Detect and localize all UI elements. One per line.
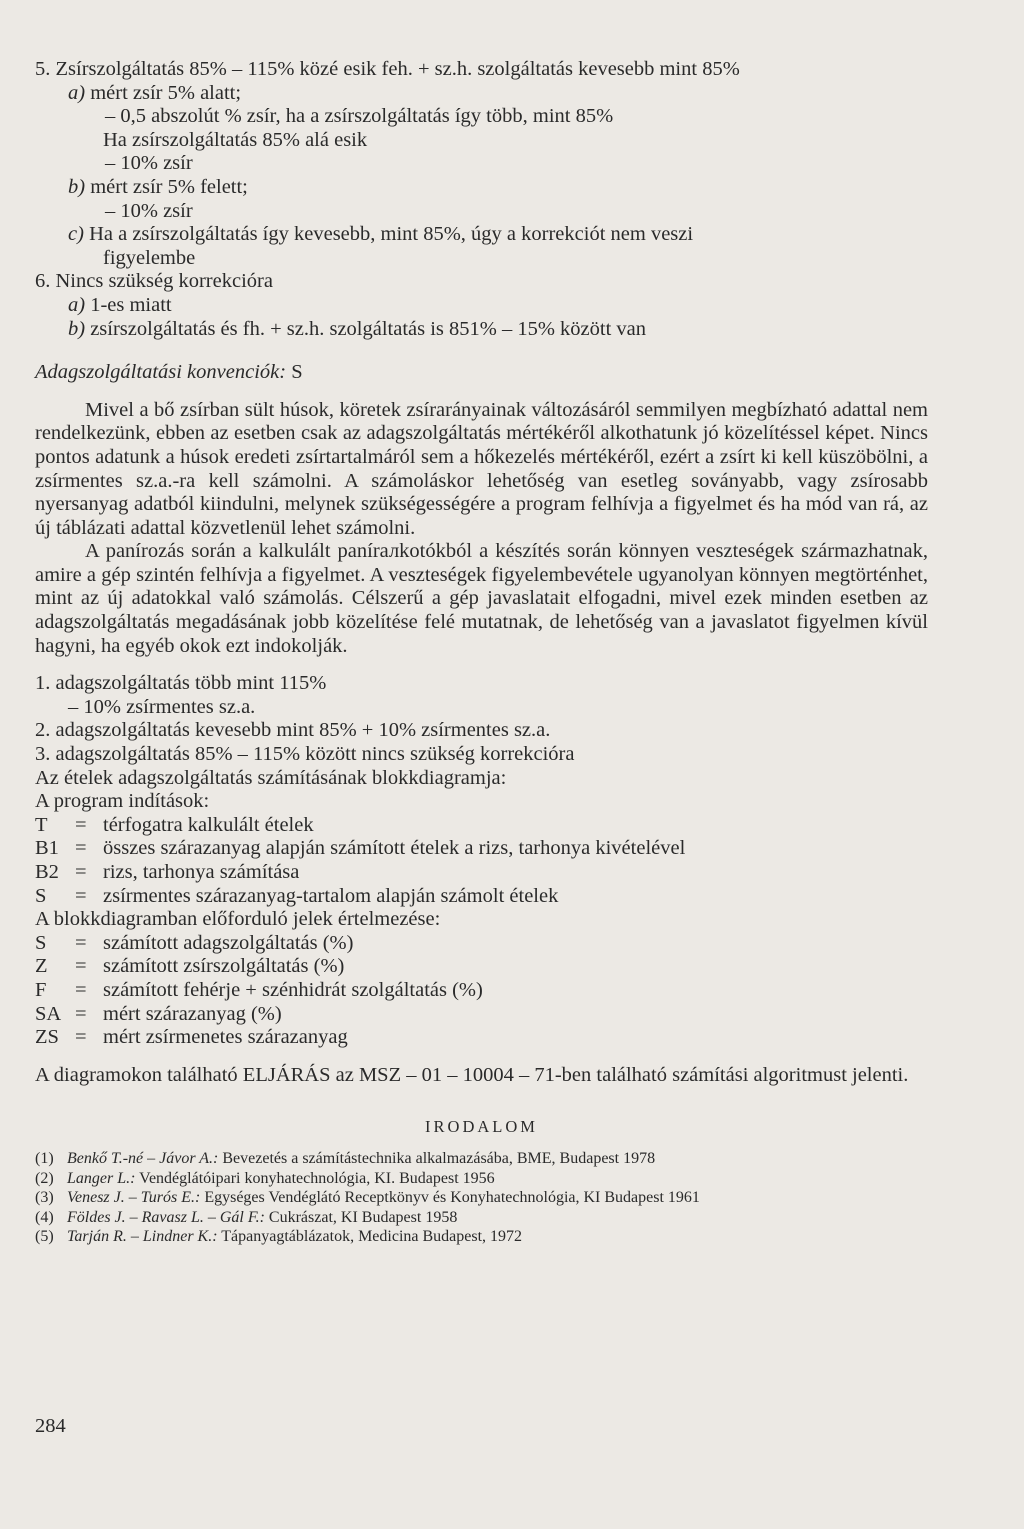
item-5c-text: Ha a zsírszolgáltatás így kevesebb, mint 85%, úgy a korrekciót nem veszi [83, 223, 694, 246]
label-a: a) [68, 81, 86, 104]
reference-author: Langer L.: [67, 1169, 136, 1187]
rule-3: 3. adagszolgáltatás 85% – 115% között nincs szükség korrekcióra [35, 743, 575, 766]
item-6: 6. Nincs szükség korrekcióra [35, 270, 273, 293]
start-value: rizs, tarhonya számítása [103, 861, 300, 883]
closing-paragraph: A diagramokon található ELJÁRÁS az MSZ – 01 – 10004 – 71-ben található számítási algoritmust jelenti. [35, 1063, 909, 1086]
rule-1: 1. adagszolgáltatás több mint 115% [35, 672, 327, 695]
references-list [35, 1149, 928, 1247]
equals-sign: = [75, 813, 87, 836]
equals-sign: = [75, 931, 87, 954]
page-number: 284 [35, 1415, 66, 1437]
item-5: 5. Zsírszolgáltatás 85% – 115% közé esik feh. + sz.h. szolgáltatás kevesebb mint 85% [35, 58, 740, 80]
reference-item [35, 1208, 928, 1228]
item-6b-text: zsírszolgáltatás és fh. + sz.h. szolgáltatás is 851% – 15% között van [85, 317, 647, 340]
reference-text: Cukrászat, KI Budapest 1958 [264, 1208, 458, 1226]
equals-sign: = [75, 884, 87, 907]
conventions-heading [35, 361, 928, 385]
start-value: zsírmentes szárazanyag-tartalom alapján számolt ételek [103, 884, 559, 907]
label-a: a) [68, 293, 86, 316]
starts-title: A program indítások: [35, 790, 210, 813]
reference-text: Egységes Vendéglátó Receptkönyv és Konyhatechnológia, KI Budapest 1961 [200, 1189, 700, 1207]
rule-2: 2. adagszolgáltatás kevesebb mint 85% + 10% zsírmentes sz.a. [35, 719, 551, 742]
item-5a [35, 82, 928, 106]
diagram-title: Az ételek adagszolgáltatás számításának blokkdiagramja: [35, 766, 507, 789]
reference-author: Tarján R. – Lindner K.: [67, 1228, 218, 1246]
item-5b [35, 176, 928, 200]
item-5b-rule: – 10% zsír [105, 199, 193, 222]
item-5b-text: mért zsír 5% felett; [85, 175, 248, 198]
rule-1-detail: – 10% zsírmentes sz.a. [68, 695, 256, 718]
symbol-key: Z [35, 955, 48, 978]
symbol-value: számított fehérje + szénhidrát szolgáltatás (%) [103, 978, 483, 1001]
symbol-key: F [35, 978, 47, 1001]
symbol-value: számított adagszolgáltatás (%) [103, 931, 354, 954]
equals-sign: = [75, 1002, 87, 1025]
start-value: térfogatra kalkulált ételek [103, 813, 314, 836]
reference-text: Bevezetés a számítástechnika alkalmazásába, BME, Budapest 1978 [218, 1150, 656, 1168]
symbol-value: mért szárazanyag (%) [103, 1002, 282, 1025]
conventions-heading-suffix: S [286, 361, 303, 384]
symbols-title: A blokkdiagramban előforduló jelek értelmezése: [35, 908, 441, 931]
reference-item [35, 1149, 928, 1169]
symbol-value: mért zsírmenetes szárazanyag [103, 1026, 348, 1049]
reference-item [35, 1169, 928, 1189]
reference-author: Venesz J. – Turós E.: [67, 1189, 201, 1207]
item-5a-rule-2: Ha zsírszolgáltatás 85% alá esik [103, 128, 368, 151]
reference-text: Tápanyagtáblázatok, Medicina Budapest, 1972 [217, 1228, 523, 1246]
symbol-value: számított zsírszolgáltatás (%) [103, 955, 345, 978]
item-5a-rule-1: – 0,5 abszolút % zsír, ha a zsírszolgáltatás így több, mint 85% [105, 105, 614, 128]
equals-sign: = [75, 1026, 87, 1049]
label-b: b) [68, 175, 86, 198]
references-title: IRODALOM [425, 1117, 538, 1137]
paragraph-1: Mivel a bő zsírban sült húsok, köretek zsírarányainak változásáról semmilyen megbízható adattal nem rendelkezünk, ebben az esetben csak az adagszolgáltatás mértékéről alkothatunk jó közelítéssel képet. Nincs pontos adatunk a húsok eredeti zsírtartalmáról sem a hőkezelés mértékéről, ezért a zsírt ki kell küszöbölni, a zsírmentes sz.a.-ra kell számolni. A számoláskor lehetőség van esetleg soványabb, vagy zsírosabb nyersanyag adatból kiindulni, melynek szükségességére a program felhívja a figyelmet és ha mód van rá, az új táblázati adattal közvetlenül lehet számolni. [35, 398, 928, 539]
equals-sign: = [75, 837, 87, 860]
conventions-heading-text: Adagszolgáltatási konvenciók: [35, 361, 287, 384]
reference-number: (2) [35, 1169, 54, 1187]
symbol-key: ZS [35, 1026, 59, 1049]
paragraph-2: A panírozás során a kalkulált panírалkotókból a készítés során könnyen veszteségek származhatnak, amire a gép szintén felhívja a figyelmet. A veszteségek figyelembevétele ugyanolyan könnyen megtörténhet, mint az új adatokkal való számolás. Célszerű a gép javaslatait elfogadni, mivel ezek minden esetben az adagszolgáltatás megadásának jobb közelítése felé mutatnak, de lehetőség van a javaslatot figyelmen kívül hagyni, ha egyéb okok ezt indokolják. [35, 540, 928, 657]
item-5c [35, 223, 928, 247]
label-c: c) [68, 223, 84, 246]
start-key: T [35, 813, 48, 836]
item-6b [35, 318, 928, 342]
reference-number: (3) [35, 1189, 54, 1207]
reference-item [35, 1188, 928, 1208]
list-section-5-6 [35, 58, 928, 341]
item-5a-rule-3: – 10% zsír [105, 152, 193, 175]
reference-author: Földes J. – Ravasz L. – Gál F.: [67, 1208, 265, 1226]
item-5a-text: mért zsír 5% alatt; [85, 81, 242, 104]
equals-sign: = [75, 955, 87, 978]
reference-number: (1) [35, 1150, 54, 1168]
label-b: b) [68, 317, 86, 340]
equals-sign: = [75, 978, 87, 1001]
start-key: B1 [35, 837, 59, 860]
item-6a [35, 294, 928, 318]
start-value: összes szárazanyag alapján számított ételek a rizs, tarhonya kivételével [103, 837, 686, 860]
reference-text: Vendéglátóipari konyhatechnológia, KI. Budapest 1956 [135, 1169, 495, 1187]
symbol-key: SA [35, 1002, 62, 1025]
symbols-list [35, 932, 928, 1050]
reference-number: (5) [35, 1228, 54, 1246]
start-key: B2 [35, 861, 59, 883]
item-5c-cont: figyelembe [103, 246, 196, 269]
equals-sign: = [75, 861, 87, 883]
reference-author: Benkő T.-né – Jávor A.: [67, 1150, 219, 1168]
reference-item [35, 1227, 928, 1247]
reference-number: (4) [35, 1208, 54, 1226]
starts-list [35, 814, 928, 908]
symbol-key: S [35, 931, 47, 954]
start-key: S [35, 884, 47, 907]
item-6a-text: 1-es miatt [85, 293, 172, 316]
